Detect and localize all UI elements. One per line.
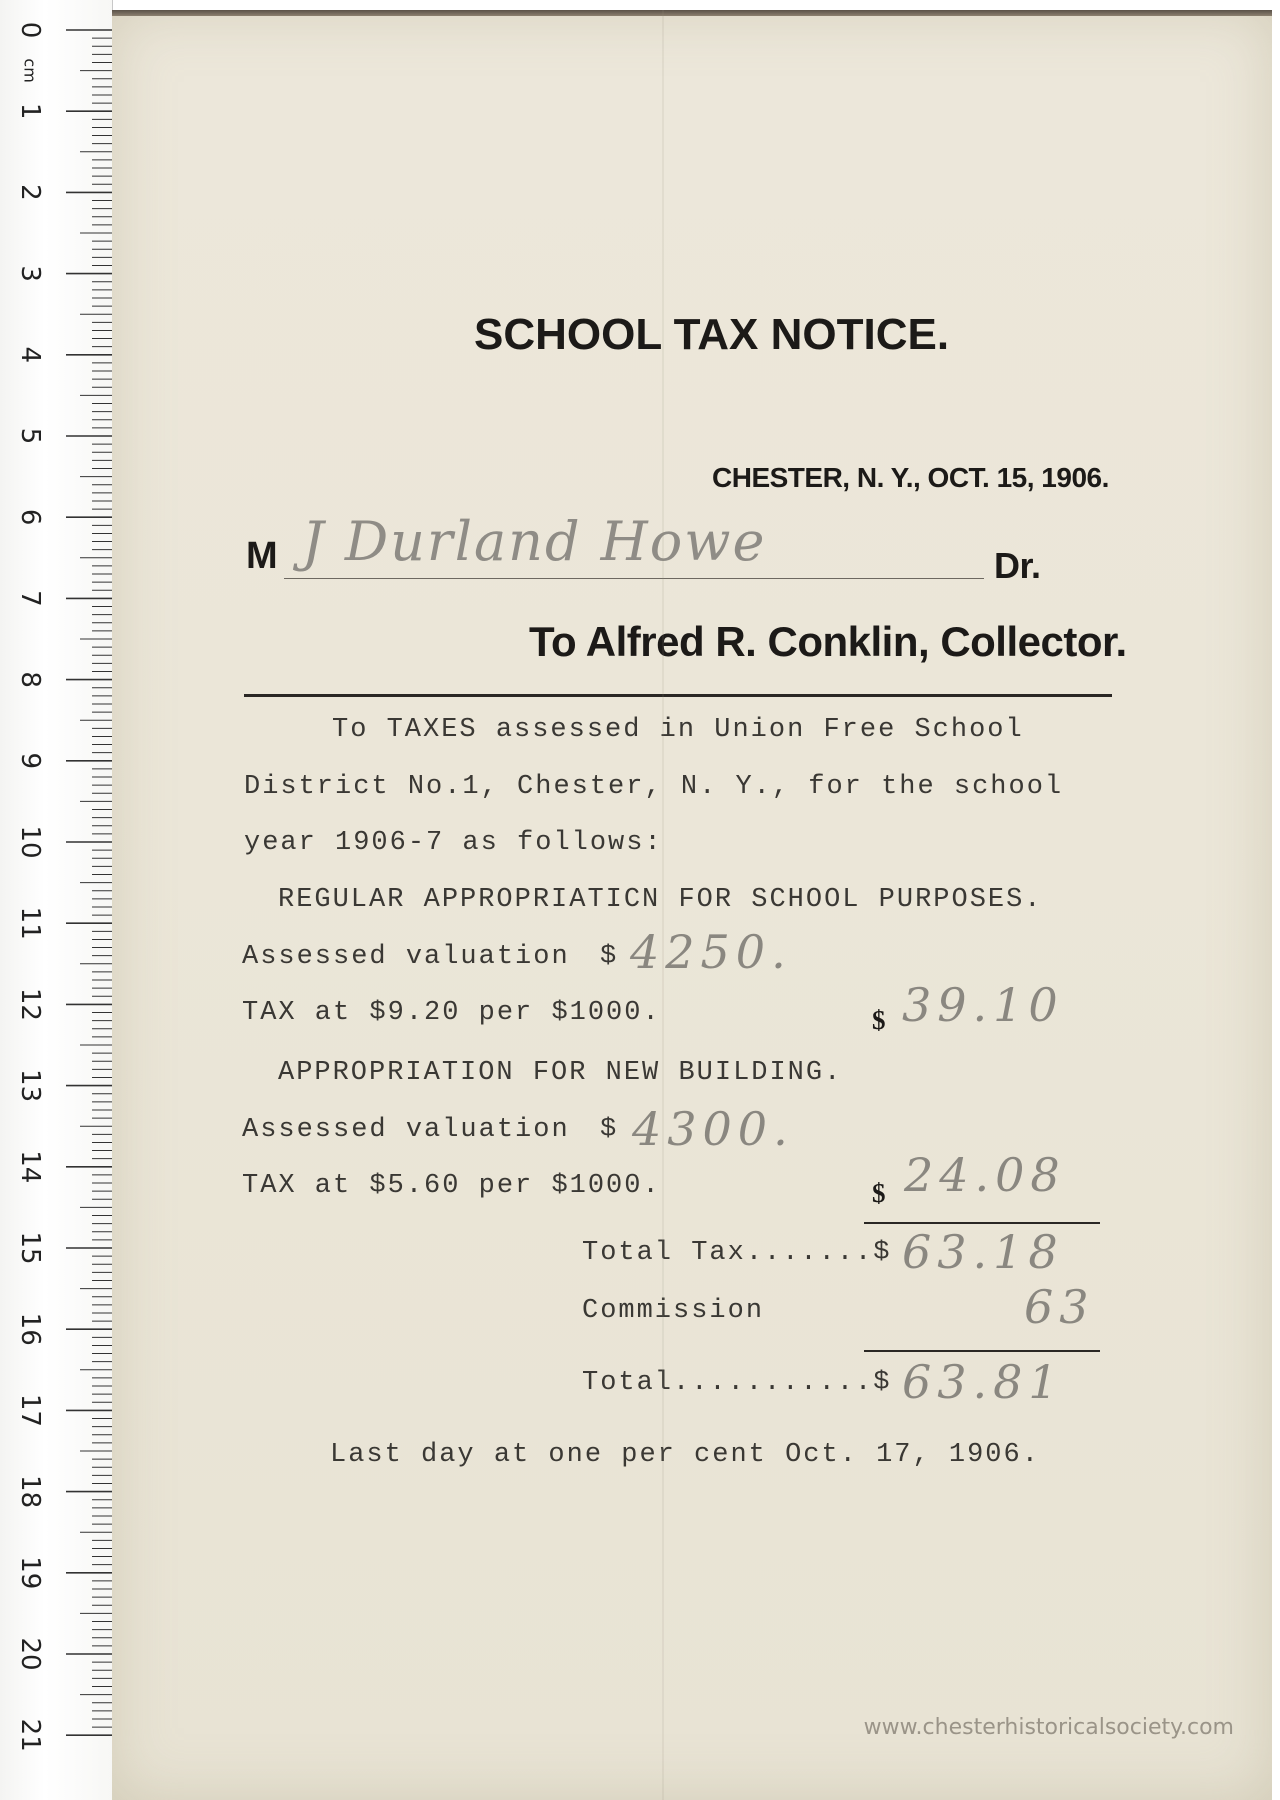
- intro-line-1: To TAXES assessed in Union Free School: [332, 715, 1024, 745]
- last-day-footer: Last day at one per cent Oct. 17, 1906.: [330, 1440, 1040, 1470]
- ruler-label: 5: [15, 427, 45, 445]
- header-divider: [244, 694, 1112, 697]
- payer-name-line: [284, 578, 984, 579]
- ruler-label: 10: [15, 825, 45, 859]
- ruler-label: 11: [15, 906, 45, 940]
- ruler-label: 17: [15, 1393, 45, 1427]
- ruler-label: 19: [15, 1556, 45, 1590]
- commission-handwritten: 63: [1024, 1280, 1095, 1334]
- section2-valuation-label: Assessed valuation: [242, 1115, 570, 1145]
- ruler-label: 0: [15, 21, 45, 39]
- collector-line: To Alfred R. Conklin, Collector.: [529, 618, 1127, 665]
- place-date: CHESTER, N. Y., OCT. 15, 1906.: [712, 462, 1109, 493]
- section1-tax-label: TAX at $9.20 per $1000.: [242, 998, 661, 1028]
- ruler-unit: cm: [20, 58, 40, 83]
- section2-tax-dollar: $: [872, 1178, 886, 1208]
- ruler-label: 9: [15, 752, 45, 770]
- section1-valuation-dollar: $: [600, 942, 619, 972]
- ruler-label: 7: [15, 590, 45, 607]
- website-watermark: www.chesterhistoricalsociety.com: [863, 1715, 1234, 1740]
- section1-tax-handwritten: 39.10: [902, 978, 1064, 1032]
- section2-valuation-handwritten: 4300.: [632, 1102, 794, 1156]
- ruler-label: 1: [15, 102, 45, 120]
- ruler-scale: [0, 0, 112, 1800]
- section2-tax-handwritten: 24.08: [904, 1148, 1066, 1202]
- total-label: Total...........$: [582, 1368, 892, 1398]
- ruler-label: 18: [15, 1475, 45, 1509]
- debtor-label: Dr.: [994, 545, 1041, 586]
- ruler-label: 21: [15, 1718, 45, 1752]
- section2-heading: APPROPRIATION FOR NEW BUILDING.: [278, 1058, 843, 1088]
- ruler-label: 6: [15, 508, 45, 526]
- ruler-label: 3: [15, 265, 45, 282]
- addressee-prefix: M: [246, 535, 278, 577]
- section1-valuation-handwritten: 4250.: [630, 925, 792, 979]
- ruler-label: 12: [15, 987, 45, 1021]
- ruler-label: 8: [15, 671, 45, 688]
- total-divider: [864, 1350, 1100, 1352]
- total-tax-label: Total Tax.......$: [582, 1238, 892, 1268]
- ruler-label: 20: [15, 1637, 45, 1671]
- ruler-label: 2: [15, 184, 45, 201]
- ruler-label: 16: [15, 1312, 45, 1346]
- ruler-label: 15: [15, 1231, 45, 1265]
- intro-line-2: District No.1, Chester, N. Y., for the school: [244, 772, 1064, 802]
- ruler-label: 14: [15, 1150, 45, 1184]
- notice-title: SCHOOL TAX NOTICE.: [474, 310, 950, 359]
- total-handwritten: 63.81: [902, 1355, 1064, 1409]
- total-tax-handwritten: 63.18: [902, 1225, 1064, 1279]
- commission-label: Commission: [582, 1296, 765, 1326]
- ruler-label: 4: [15, 346, 45, 364]
- section2-valuation-dollar: $: [600, 1115, 619, 1145]
- tax-notice-document: [112, 10, 1272, 1800]
- section1-heading: REGULAR APPROPRIATICN FOR SCHOOL PURPOSES.: [278, 885, 1043, 915]
- intro-line-3: year 1906-7 as follows:: [244, 828, 663, 858]
- ruler: [0, 0, 113, 1800]
- subtotal-divider: [864, 1222, 1100, 1224]
- section1-valuation-label: Assessed valuation: [242, 942, 570, 972]
- section1-tax-dollar: $: [872, 1005, 886, 1035]
- ruler-label: 13: [15, 1069, 45, 1103]
- payer-name-handwritten: J Durland Howe: [302, 510, 767, 573]
- section2-tax-label: TAX at $5.60 per $1000.: [242, 1171, 661, 1201]
